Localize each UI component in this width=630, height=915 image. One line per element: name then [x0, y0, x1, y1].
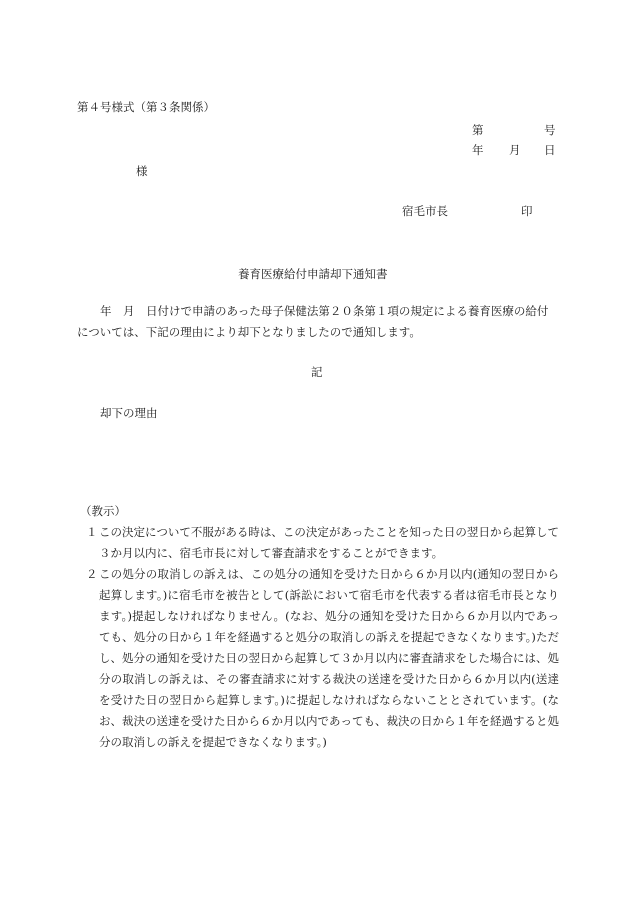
issuer-title: 宿毛市長: [402, 204, 448, 218]
body-line-2: については、下記の理由により却下となりましたので通知します。: [77, 325, 421, 339]
body-paragraph: [77, 301, 557, 343]
note-item: [86, 522, 559, 564]
note-number: ２: [86, 567, 98, 581]
ki-heading: 記: [311, 365, 323, 379]
note-text: この処分の取消しの訴えは、この処分の通知を受けた日から６か月以内(通知の翌日から起算します。)に宿毛市を被告として(訴訟において宿毛市を代表する者は宿毛市長となります。)提起しなければなりません。(なお、処分の通知を受けた日から６か月以内であっても、処分の日から１年を経過すると処分の取消しの訴えを提起できなくなります。)ただし、処分の通知を受けた日の翌日から起算して３か月以内に審査請求をした場合には、処分の取消しの訴えは、その審査請求に対する裁決の送達を受けた日から６か月以内(送達を受けた日の翌日から起算します。)に提起しなければならないこととされています。(なお、裁決の送達を受けた日から６か月以内であっても、裁決の日から１年を経過すると処分の取消しの訴えを提起できなくなります。): [99, 567, 559, 749]
document-title: 養育医療給付申請却下通知書: [238, 267, 388, 281]
note-number: １: [86, 525, 98, 539]
reason-label: 却下の理由: [100, 406, 158, 420]
note-text: この決定について不服がある時は、この決定があったことを知った日の翌日から起算して３か月以内に、宿毛市長に対して審査請求をすることができます。: [99, 525, 559, 560]
seal-mark: 印: [521, 204, 533, 218]
notes-section: [77, 501, 559, 753]
note-item: [86, 564, 559, 753]
form-title: 第４号様式（第３条関係）: [77, 100, 215, 114]
number-prefix: 第: [472, 123, 484, 137]
body-line-1: 年 月 日付けで申請のあった母子保健法第２０条第１項の規定による養育医療の給付: [100, 304, 549, 318]
date-month: 月: [509, 143, 521, 157]
date-day: 日: [544, 143, 556, 157]
number-suffix: 号: [544, 123, 556, 137]
date-year: 年: [472, 143, 484, 157]
notes-heading: （教示）: [80, 504, 126, 518]
addressee-suffix: 様: [136, 164, 148, 178]
